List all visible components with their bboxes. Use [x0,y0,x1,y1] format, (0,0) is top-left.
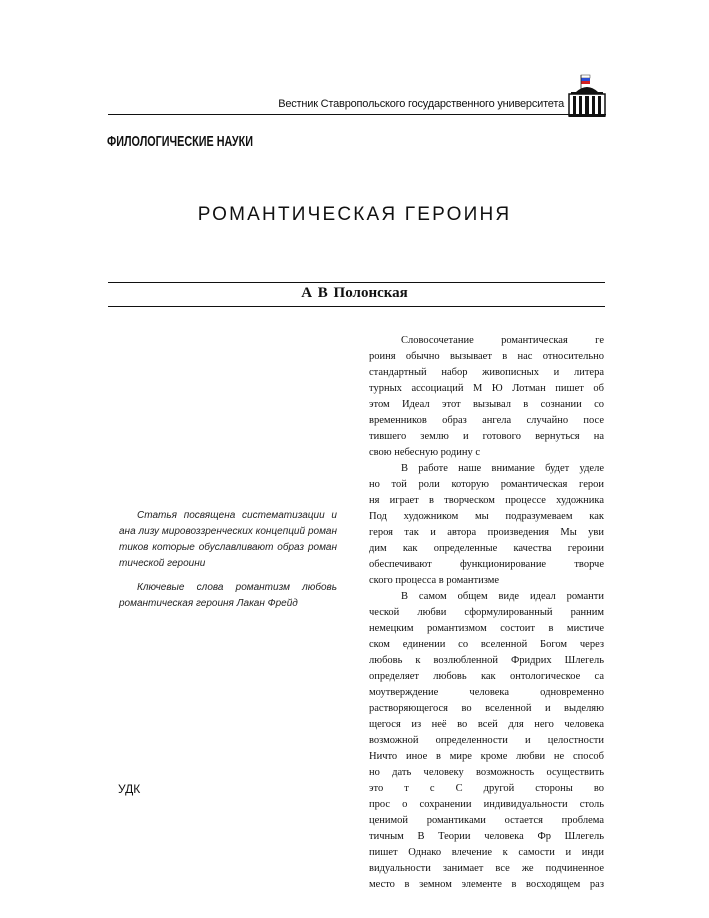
section-label: ФИЛОЛОГИЧЕСКИЕ НАУКИ [107,133,253,150]
body-line: ческой любви сформулированный ранним [369,607,604,618]
body-line: это т с С другой стороны во [369,783,604,794]
journal-title: Вестник Ставропольского государственного университета [278,98,564,110]
body-line: немецким романтизмом состоит в мистиче [369,623,604,634]
abstract [119,508,337,612]
article-title: РОМАНТИЧЕСКАЯ ГЕРОИНЯ [197,204,512,225]
author-name: А В Полонская [301,285,408,301]
body-line: растворяющегося во вселенной и выделяю [369,703,604,714]
body-line: моутверждение человека одновременно [369,687,604,698]
body-line: тившего землю и готового вернуться на [369,431,604,442]
body-line: В самом общем виде идеал романти [401,591,604,602]
body-line: но той роли которую романтическая герои [369,479,604,490]
body-line: определяет любовь как онтологическое са [369,671,604,682]
university-logo-icon [567,74,607,118]
body-line: временников образ ангела случайно посе [369,415,604,426]
body-line: Под художником мы подразумеваем как [369,511,604,522]
article-body [369,333,604,893]
body-line: ском единении со вселенной Богом через [369,639,604,650]
header-rule [108,114,606,115]
body-line: любовь к возлюбленной Фридрих Шлегель [369,655,604,666]
body-line: прос о сохранении индивидуальности столь [369,799,604,810]
body-line: ценимой романтиками остается проблема [369,815,604,826]
body-line: дим как определенные качества героини [369,543,604,554]
body-line: В работе наше внимание будет уделе [401,463,604,474]
body-line: ня играет в творческом процессе художника [369,495,604,506]
body-line: обеспечивают функционирование творче [369,559,604,570]
abstract-text: Статья посвящена систематизации и ана лизу мировоззренческих концепций роман тиков которые обуславливают образ роман тической героини [119,510,337,569]
body-line: видуальности занимает все же подчиненное [369,863,604,874]
author-rule-bottom [108,306,605,307]
body-line: пишет Однако влечение к самости и инди [369,847,604,858]
udk-label: УДК [118,782,141,796]
body-line: тичным В Теории человека Фр Шлегель [369,831,604,842]
body-line: но дать человеку возможность осуществить [369,767,604,778]
body-line: щегося из неё во всей для него человека [369,719,604,730]
body-line: возможной определенности и целостности [369,735,604,746]
body-line: этом Идеал этот вызывал в сознании со [369,399,604,410]
body-line: свою небесную родину с [369,447,480,458]
body-line: Ничто иное в мире кроме любви не способ [369,751,604,762]
body-line: место в земном элементе в восходящем раз [369,879,604,890]
body-line: ского процесса в романтизме [369,575,500,586]
body-line: Словосочетание романтическая ге [401,335,604,346]
keywords: Ключевые слова романтизм любовь романтическая героиня Лакан Фрейд [119,582,337,609]
body-line: героя так и автора произведения Мы уви [369,527,604,538]
body-line: турных ассоциаций М Ю Лотман пишет об [369,383,604,394]
body-line: стандартный набор живописных и литера [369,367,604,378]
body-line: роиня обычно вызывает в нас относительно [369,351,604,362]
author-rule-top [108,282,605,283]
